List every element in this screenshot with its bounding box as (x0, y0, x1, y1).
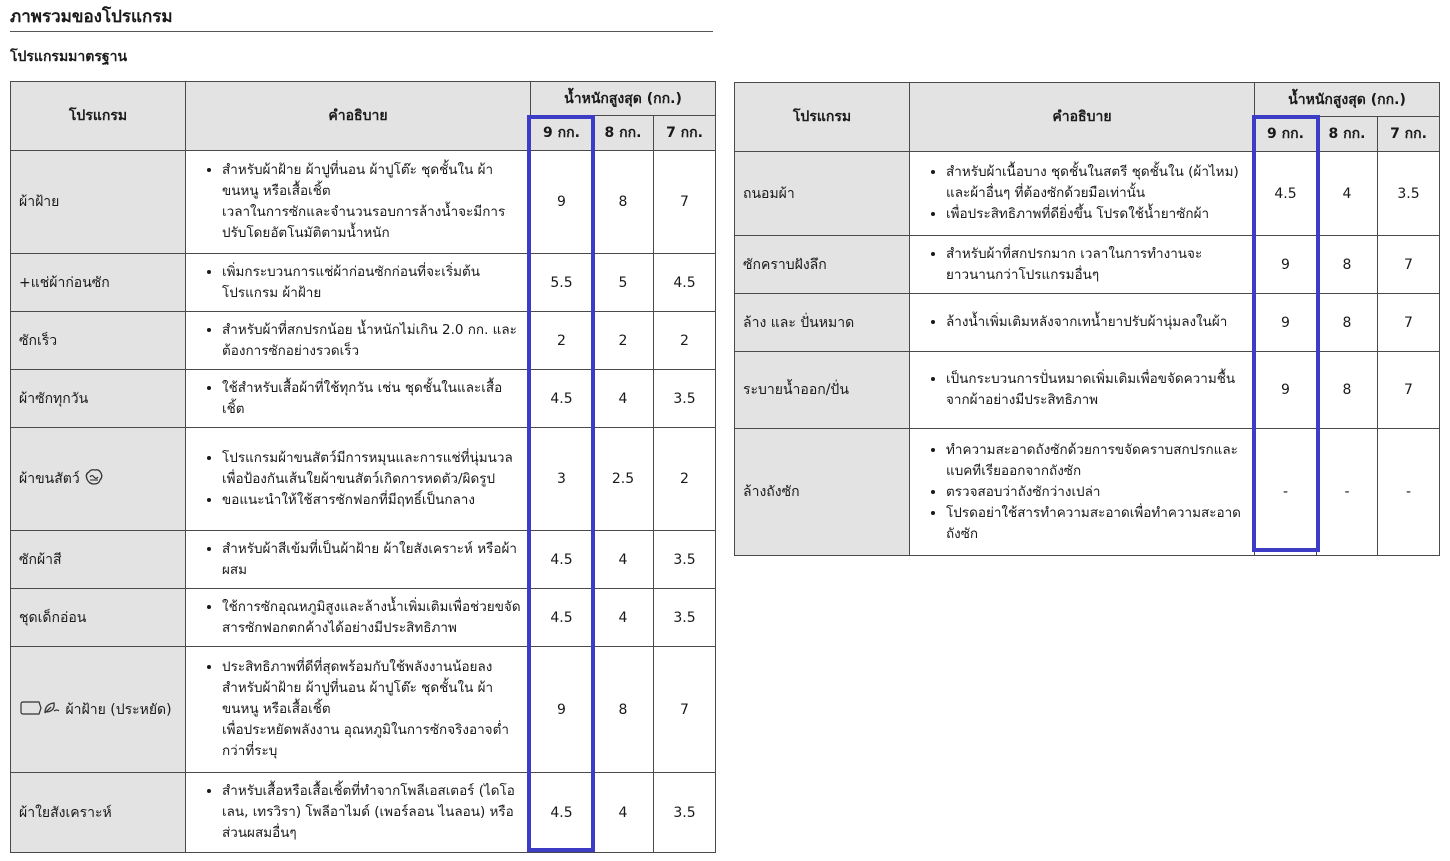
program-name-cell (11, 254, 186, 312)
eco-icon (19, 700, 61, 720)
program-name-cell (735, 294, 910, 352)
program-description-cell (186, 531, 531, 589)
weight-7kg-cell: 2 (654, 428, 716, 531)
program-row (11, 151, 716, 254)
header-program: โปรแกรม (11, 82, 186, 151)
description-list (918, 244, 1248, 286)
description-item: • ขอแนะนำให้ใช้สารซักฟอกที่มีฤทธิ์เป็นกลาง (222, 490, 524, 511)
weight-8kg-cell: 8 (1317, 294, 1378, 352)
weight-8kg-cell: 2.5 (593, 428, 654, 531)
right-program-table (734, 82, 1440, 556)
description-list (918, 162, 1248, 225)
program-row (11, 773, 716, 853)
description-list (194, 781, 524, 844)
program-name: ชุดเด็กอ่อน (19, 609, 87, 626)
program-name: ซักเร็ว (19, 332, 58, 349)
description-list (194, 262, 524, 304)
program-name-cell (11, 647, 186, 773)
header-8kg: 8 กก. (1317, 117, 1378, 152)
program-name: ซักผ้าสี (19, 551, 62, 568)
description-item: • สำหรับผ้าที่สกปรกมาก เวลาในการทำงานจะยาวนานกว่าโปรแกรมอื่นๆ (946, 244, 1248, 286)
weight-8kg-cell: 5 (593, 254, 654, 312)
weight-9kg-cell: 9 (531, 647, 593, 773)
program-row (735, 352, 1440, 429)
program-name-cell (11, 312, 186, 370)
weight-7kg-cell: 7 (1378, 236, 1440, 294)
description-list (194, 160, 524, 244)
weight-7kg-cell: 3.5 (654, 370, 716, 428)
description-item: • ใช้การซักอุณหภูมิสูงและล้างน้ำเพิ่มเติมเพื่อช่วยขจัดสารซักฟอกตกค้างได้อย่างมีประสิทธิภาพ (222, 597, 524, 639)
program-name: ล้างถังซัก (743, 484, 800, 500)
description-list (194, 378, 524, 420)
weight-7kg-cell: 3.5 (1378, 152, 1440, 236)
program-description-cell (186, 254, 531, 312)
weight-8kg-cell: 2 (593, 312, 654, 370)
description-list (194, 448, 524, 511)
description-item: • ทำความสะอาดถังซักด้วยการขจัดคราบสกปรกและแบคทีเรียออกจากถังซัก (946, 440, 1248, 482)
left-program-table (10, 81, 716, 853)
description-item: • สำหรับผ้าเนื้อบาง ชุดชั้นในสตรี ชุดชั้นใน (ผ้าไหม) และผ้าอื่นๆ ที่ต้องซักด้วยมือเท่านั้น (946, 162, 1248, 204)
weight-8kg-cell: 8 (1317, 236, 1378, 294)
program-description-cell (186, 151, 531, 254)
description-list (194, 597, 524, 639)
weight-9kg-cell: 4.5 (1255, 152, 1317, 236)
weight-9kg-cell: - (1255, 429, 1317, 556)
program-row (11, 370, 716, 428)
program-name: ถนอมผ้า (743, 185, 795, 202)
description-item: • สำหรับผ้าฝ้าย ผ้าปูที่นอน ผ้าปูโต๊ะ ชุดชั้นใน ผ้าขนหนู หรือเสื้อเชิ้ต เวลาในการซักและจำนวนรอบการล้างน้ำจะมีการปรับโดยอัตโนมัติตามน้ำหนัก (222, 160, 524, 244)
program-name-cell (735, 429, 910, 556)
weight-8kg-cell: 4 (1317, 152, 1378, 236)
description-list (194, 320, 524, 362)
header-description: คำอธิบาย (186, 82, 531, 151)
program-description-cell (186, 773, 531, 853)
header-9kg: 9 กก. (531, 116, 593, 151)
program-name: ล้าง และ ปั่นหมาด (743, 314, 855, 331)
section-title: โปรแกรมมาตรฐาน (10, 49, 128, 65)
program-name-cell (735, 152, 910, 236)
header-description: คำอธิบาย (910, 83, 1255, 152)
header-9kg: 9 กก. (1255, 117, 1317, 152)
header-max-weight: น้ำหนักสูงสุด (กก.) (1255, 83, 1440, 117)
program-name: +แช่ผ้าก่อนซัก (19, 274, 110, 291)
program-name: ระบายน้ำออก/ปั่น (743, 382, 849, 398)
description-item: • ตรวจสอบว่าถังซักว่างเปล่า (946, 482, 1248, 503)
program-name-cell (11, 589, 186, 647)
weight-8kg-cell: 4 (593, 531, 654, 589)
header-7kg: 7 กก. (1378, 117, 1440, 152)
program-row (11, 428, 716, 531)
description-item: • สำหรับผ้าสีเข้มที่เป็นผ้าฝ้าย ผ้าใยสังเคราะห์ หรือผ้าผสม (222, 539, 524, 581)
weight-9kg-cell: 4.5 (531, 370, 593, 428)
program-name-cell (735, 352, 910, 429)
weight-8kg-cell: 8 (593, 151, 654, 254)
description-list (918, 312, 1248, 333)
program-description-cell (186, 370, 531, 428)
program-description-cell (910, 352, 1255, 429)
description-item: • ใช้สำหรับเสื้อผ้าที่ใช้ทุกวัน เช่น ชุดชั้นในและเสื้อเชิ้ต (222, 378, 524, 420)
description-list (918, 369, 1248, 411)
header-8kg: 8 กก. (593, 116, 654, 151)
weight-7kg-cell: 4.5 (654, 254, 716, 312)
program-row (11, 312, 716, 370)
program-description-cell (186, 589, 531, 647)
weight-7kg-cell: 7 (654, 647, 716, 773)
program-name: ผ้าฝ้าย (19, 194, 60, 210)
program-description-cell (186, 312, 531, 370)
description-item: • เป็นกระบวนการปั่นหมาดเพิ่มเติมเพื่อขจัดความชื้นจากผ้าอย่างมีประสิทธิภาพ (946, 369, 1248, 411)
description-list (194, 657, 524, 762)
description-item: • ล้างน้ำเพิ่มเติมหลังจากเทน้ำยาปรับผ้านุ่มลงในผ้า (946, 312, 1248, 333)
weight-9kg-cell: 2 (531, 312, 593, 370)
program-name: ผ้าใยสังเคราะห์ (19, 804, 112, 821)
program-row (735, 294, 1440, 352)
weight-7kg-cell: 7 (1378, 294, 1440, 352)
program-row (735, 152, 1440, 236)
header-7kg: 7 กก. (654, 116, 716, 151)
program-row (11, 254, 716, 312)
program-row (11, 589, 716, 647)
program-name-cell (11, 531, 186, 589)
program-description-cell (910, 429, 1255, 556)
program-description-cell (186, 428, 531, 531)
program-name: ผ้าซักทุกวัน (19, 390, 89, 407)
weight-7kg-cell: 3.5 (654, 589, 716, 647)
weight-8kg-cell: 4 (593, 370, 654, 428)
weight-9kg-cell: 4.5 (531, 531, 593, 589)
weight-8kg-cell: - (1317, 429, 1378, 556)
program-row (11, 531, 716, 589)
description-item: • เพื่อประสิทธิภาพที่ดียิ่งขึ้น โปรดใช้น้ำยาซักผ้า (946, 204, 1248, 225)
program-name-cell (11, 773, 186, 853)
program-description-cell (910, 294, 1255, 352)
weight-9kg-cell: 3 (531, 428, 593, 531)
weight-9kg-cell: 9 (1255, 294, 1317, 352)
weight-9kg-cell: 9 (531, 151, 593, 254)
weight-7kg-cell: 7 (1378, 352, 1440, 429)
weight-7kg-cell: 3.5 (654, 531, 716, 589)
weight-9kg-cell: 4.5 (531, 773, 593, 853)
program-row (735, 236, 1440, 294)
header-max-weight: น้ำหนักสูงสุด (กก.) (531, 82, 716, 116)
weight-8kg-cell: 4 (593, 773, 654, 853)
program-name-cell (11, 151, 186, 254)
description-item: • เพิ่มกระบวนการแช่ผ้าก่อนซักก่อนที่จะเริ่มต้นโปรแกรม ผ้าฝ้าย (222, 262, 524, 304)
program-description-cell (910, 152, 1255, 236)
page-title: ภาพรวมของโปรแกรม (10, 4, 713, 32)
weight-9kg-cell: 5.5 (531, 254, 593, 312)
description-list (194, 539, 524, 581)
weight-7kg-cell: 3.5 (654, 773, 716, 853)
weight-7kg-cell: 7 (654, 151, 716, 254)
weight-9kg-cell: 9 (1255, 236, 1317, 294)
program-row (735, 429, 1440, 556)
program-name-cell (735, 236, 910, 294)
description-item: • สำหรับเสื้อหรือเสื้อเชิ้ตที่ทำจากโพลีเอสเตอร์ (ไดโอเลน, เทรวิรา) โพลีอาไมด์ (เพอร์ลอน ไนลอน) หรือส่วนผสมอื่นๆ (222, 781, 524, 844)
description-item: • ประสิทธิภาพที่ดีที่สุดพร้อมกับใช้พลังงานน้อยลง สำหรับผ้าฝ้าย ผ้าปูที่นอน ผ้าปูโต๊ะ ชุดชั้นใน ผ้าขนหนู หรือเสื้อเชิ้ต เพื่อประหยัดพลังงาน อุณหภูมิในการซักจริงอาจต่ำกว่าที่ระบุ (222, 657, 524, 762)
weight-9kg-cell: 9 (1255, 352, 1317, 429)
program-name: ผ้าฝ้าย (ประหยัด) (65, 701, 172, 718)
weight-9kg-cell: 4.5 (531, 589, 593, 647)
wool-icon (84, 468, 104, 490)
weight-7kg-cell: - (1378, 429, 1440, 556)
program-row (11, 647, 716, 773)
program-name: ซักคราบฝังลึก (743, 256, 827, 273)
weight-8kg-cell: 8 (593, 647, 654, 773)
weight-8kg-cell: 8 (1317, 352, 1378, 429)
description-item: • โปรดอย่าใช้สารทำความสะอาดเพื่อทำความสะอาดถังซัก (946, 503, 1248, 545)
program-name: ผ้าขนสัตว์ (19, 471, 80, 487)
description-item: • โปรแกรมผ้าขนสัตว์มีการหมุนและการแช่ที่นุ่มนวลเพื่อป้องกันเส้นใยผ้าขนสัตว์เกิดการหดตัว/ผิดรูป (222, 448, 524, 490)
header-program: โปรแกรม (735, 83, 910, 152)
description-list (918, 440, 1248, 545)
weight-8kg-cell: 4 (593, 589, 654, 647)
description-item: • สำหรับผ้าที่สกปรกน้อย น้ำหนักไม่เกิน 2.0 กก. และต้องการซักอย่างรวดเร็ว (222, 320, 524, 362)
program-description-cell (186, 647, 531, 773)
program-description-cell (910, 236, 1255, 294)
program-name-cell (11, 370, 186, 428)
program-name-cell (11, 428, 186, 531)
weight-7kg-cell: 2 (654, 312, 716, 370)
